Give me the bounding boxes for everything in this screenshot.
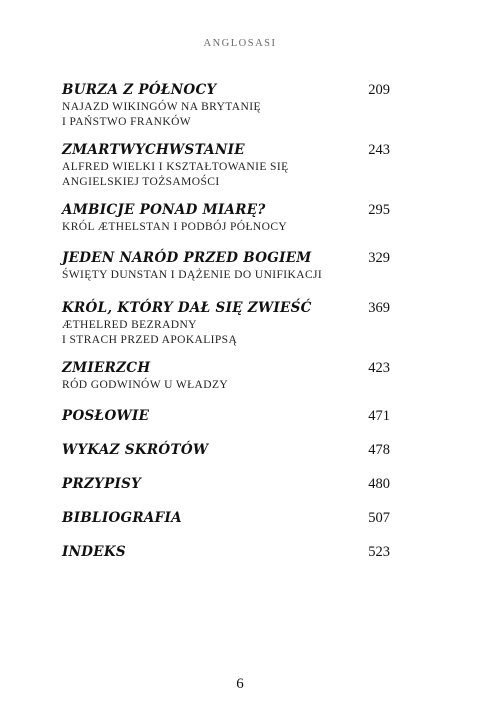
toc-entry [62, 440, 390, 460]
page-number: 507 [368, 510, 390, 526]
page-number: 480 [368, 476, 390, 492]
chapter-title: PRZYPISY [62, 476, 142, 492]
chapter-title: BIBLIOGRAFIA [62, 510, 182, 526]
chapter-subtitle-line: ÆTHELRED BEZRADNY [62, 319, 197, 331]
chapter-subtitle-line: ALFRED WIELKI I KSZTAŁTOWANIE SIĘ [62, 161, 289, 173]
toc-entry [62, 358, 390, 393]
toc-entry [62, 248, 390, 283]
chapter-title: POSŁOWIE [62, 408, 150, 424]
page-number: 243 [368, 142, 390, 158]
toc-entry [62, 298, 390, 348]
chapter-title: JEDEN NARÓD PRZED BOGIEM [62, 250, 312, 266]
toc-entry [62, 140, 390, 190]
chapter-title: ZMARTWYCHWSTANIE [62, 142, 245, 158]
page-number: 209 [368, 82, 390, 98]
toc-entry [62, 80, 390, 130]
running-header: ANGLOSASI [203, 38, 277, 49]
page-number: 329 [368, 250, 390, 266]
page-number: 295 [368, 202, 390, 218]
toc-entry [62, 508, 390, 528]
chapter-title: ZMIERZCH [62, 360, 151, 376]
folio-page-number: 6 [236, 676, 244, 692]
page-number: 523 [368, 544, 390, 560]
toc-entry [62, 200, 390, 235]
chapter-title: BURZA Z PÓŁNOCY [62, 82, 217, 98]
chapter-title: INDEKS [62, 544, 126, 560]
chapter-subtitle-line: ŚWIĘTY DUNSTAN I DĄŻENIE DO UNIFIKACJI [62, 269, 323, 281]
chapter-title: AMBICJE PONAD MIARĘ? [62, 202, 266, 218]
toc-entry [62, 406, 390, 426]
toc-entry [62, 542, 390, 562]
page-number: 471 [368, 408, 390, 424]
page-number: 478 [368, 442, 390, 458]
chapter-subtitle-line: RÓD GODWINÓW U WŁADZY [62, 379, 229, 391]
chapter-title: WYKAZ SKRÓTÓW [62, 442, 209, 458]
chapter-subtitle-line: I STRACH PRZED APOKALIPSĄ [62, 334, 238, 346]
chapter-title: KRÓL, KTÓRY DAŁ SIĘ ZWIEŚĆ [62, 300, 312, 316]
chapter-subtitle-line: KRÓL ÆTHELSTAN I PODBÓJ PÓŁNOCY [62, 221, 288, 233]
toc-entry [62, 474, 390, 494]
page-number: 423 [368, 360, 390, 376]
chapter-subtitle-line: NAJAZD WIKINGÓW NA BRYTANIĘ [62, 101, 261, 113]
chapter-subtitle-line: I PAŃSTWO FRANKÓW [62, 116, 192, 128]
page-number: 369 [368, 300, 390, 316]
chapter-subtitle-line: ANGIELSKIEJ TOŻSAMOŚCI [62, 176, 220, 188]
